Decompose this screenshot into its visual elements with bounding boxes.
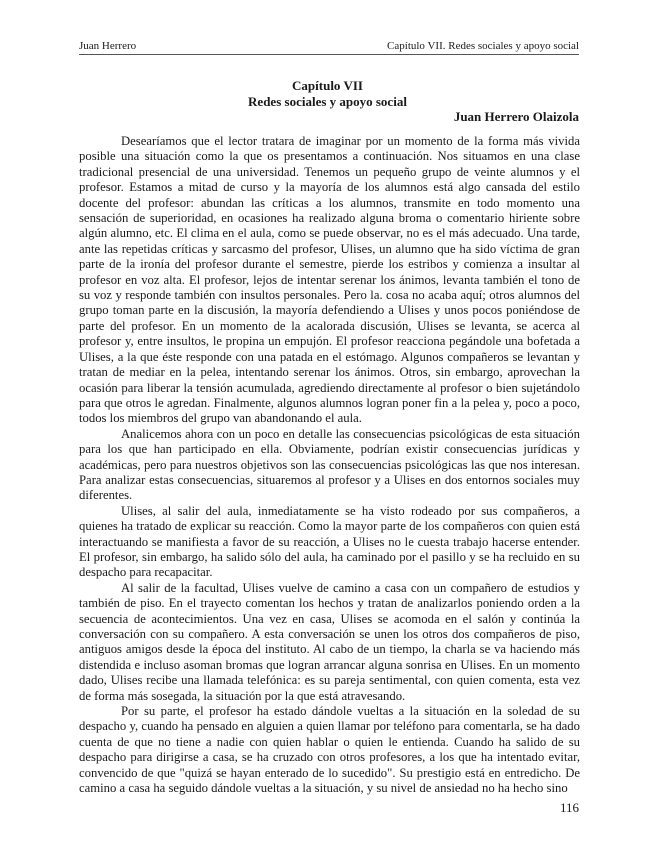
paragraph: Por su parte, el profesor ha estado dándole vueltas a la situación en la soledad de su despacho y, cuando ha pensado en alguien a quien llamar por teléfono para comentarla, se ha dado cuenta de que no tiene a nadie con quien hablar o quien le entienda. Cuando ha salido de su despacho para dirigirse a casa, se ha cruzado con otros profesores, a los que ha intentado evitar, convencido de que "quizá se hayan enterado de lo sucedido". Su prestigio está en entredicho. De camino a casa ha seguido dándole vueltas a la situación, y su nivel de ansiedad no ha hecho sino <box>79 704 580 796</box>
chapter-subtitle: Redes sociales y apoyo social <box>248 94 407 109</box>
paragraph: Analicemos ahora con un poco en detalle las consecuencias psicológicas de esta situación para los que han participado en ella. Obviamente, podrían existir consecuencias jurídicas y académicas, pero para nuestros objetivos son las consecuencias psicológicas las que nos interesan. Para analizar estas consecuencias, situaremos al profesor y a Ulises en dos entornos sociales muy diferentes. <box>79 426 580 503</box>
body-text <box>79 134 580 796</box>
paragraph: Desearíamos que el lector tratara de imaginar por un momento de la forma más vivida posible una situación como la que os presentamos a continuación. Nos situamos en una clase tradicional presencial de una universidad. Tenemos un pequeño grupo de veinte alumnos y el profesor. Estamos a mitad de curso y la mayoría de los alumnos está algo cansada del estilo docente del profesor: abundan las críticas a los alumnos, transmite en todo momento una sensación de superioridad, en ocasiones ha realizado alguna broma o comentario hiriente sobre algún alumno, etc. El clima en el aula, como se puede observar, no es el más adecuado. Una tarde, ante las repetidas críticas y sarcasmo del profesor, Ulises, un alumno que ha sido víctima de gran parte de la ironía del profesor durante el semestre, pierde los estribos y comienza a insultar al profesor en voz alta. El profesor, lejos de intentar serenar los ánimos, levanta también el tono de su voz y responde también con insultos personales. Pero la. cosa no acaba aquí; otros alumnos del grupo toman parte en la discusión, la mayoría defendiendo a Ulises y unos pocos poniéndose de parte del profesor. En un momento de la acalorada discusión, Ulises se levanta, se acerca al profesor y, entre insultos, le propina un empujón. El profesor reacciona pegándole una bofetada a Ulises, a la que éste responde con una patada en el estómago. Algunos compañeros se levantan y tratan de mediar en la pelea, intentando serenar los ánimos. Otros, sin embargo, aprovechan la ocasión para liberar la tensión acumulada, agrediendo directamente al profesor o bien sujetándolo para que otros le agredan. Finalmente, algunos alumnos logran poner fin a la pelea y, poco a poco, todos los miembros del grupo van abandonando el aula. <box>79 134 580 426</box>
paragraph: Ulises, al salir del aula, inmediatamente se ha visto rodeado por sus compañeros, a quienes ha tratado de explicar su reacción. Como la mayor parte de los compañeros con quien está interactuando se manifiesta a favor de su reacción, a Ulises no le cuesta trabajo hacerse entender. El profesor, sin embargo, ha salido sólo del aula, ha caminado por el pasillo y se ha recluido en su despacho para recapacitar. <box>79 503 580 580</box>
header-author: Juan Herrero <box>79 40 137 52</box>
page-number: 116 <box>559 800 579 815</box>
chapter-title-block <box>0 78 655 110</box>
header-chapter: Capítulo VII. Redes sociales y apoyo social <box>387 40 579 52</box>
running-header <box>79 40 579 55</box>
chapter-author: Juan Herrero Olaizola <box>453 109 579 124</box>
chapter-number: Capítulo VII <box>292 78 363 93</box>
paragraph: Al salir de la facultad, Ulises vuelve de camino a casa con un compañero de estudios y también de piso. En el trayecto comentan los hechos y tratan de analizarlos poniendo orden a la secuencia de acontecimientos. Una vez en casa, Ulises se acomoda en el salón y continúa la conversación con su compañero. A esta conversación se unen los otros dos compañeros de piso, antiguos amigos desde la época del instituto. Al cabo de un tiempo, la charla se va haciendo más distendida e incluso asoman bromas que logran arrancar alguna sonrisa en Ulises. En un momento dado, Ulises recibe una llamada telefónica: es su pareja sentimental, con quien comenta, esta vez de forma más sosegada, la situación por la que está atravesando. <box>79 580 580 703</box>
